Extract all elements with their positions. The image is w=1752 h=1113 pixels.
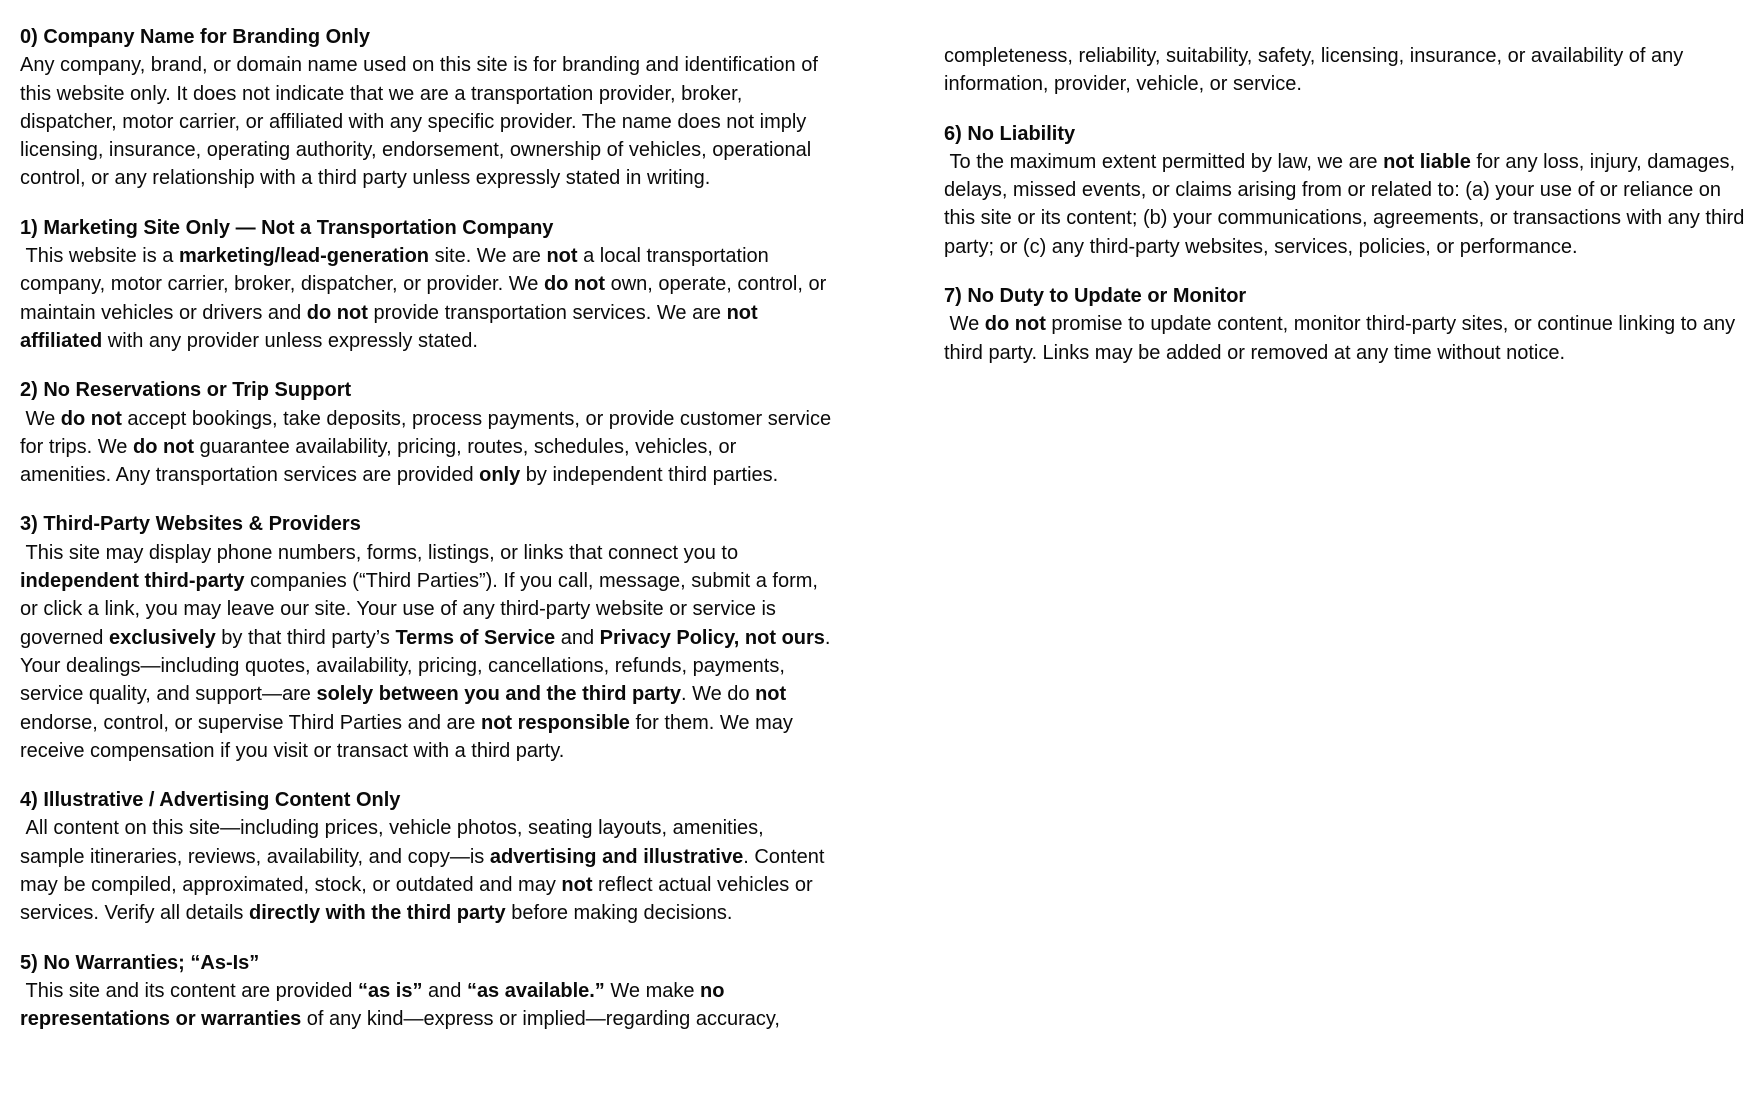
- section-heading: 6) No Liability: [944, 122, 1076, 145]
- section-6-no-liability: [944, 120, 1752, 261]
- section-heading: 1) Marketing Site Only — Not a Transportation Company: [20, 216, 554, 239]
- section-heading: 2) No Reservations or Trip Support: [20, 379, 352, 402]
- section-heading: 7) No Duty to Update or Monitor: [944, 285, 1247, 308]
- section-4-illustrative-content: [20, 786, 832, 927]
- section-3-third-party-websites: [20, 510, 832, 765]
- section-body: This site may display phone numbers, forms, listings, or links that connect you to independent third-party companies (“Third Parties”). If you call, message, submit a form, or click a link, you may leave our site. Your use of any third-party website or service is governed exclusively by that third party’s Terms of Service and Privacy Policy, not ours. Your dealings—including quotes, availability, pricing, cancellations, refunds, payments, service quality, and support—are solely between you and the third party. We do not endorse, control, or supervise Third Parties and are not responsible for them. We may receive compensation if you visit or transact with a third party.: [20, 541, 831, 762]
- column-left: [20, 23, 832, 1055]
- section-body: We do not promise to update content, monitor third-party sites, or continue linking to any third party. Links may be added or removed at any time without notice.: [944, 313, 1736, 364]
- section-heading: 5) No Warranties; “As-Is”: [20, 951, 260, 974]
- section-5-no-warranties-continued: [944, 42, 1752, 99]
- section-7-no-duty-to-update: [944, 282, 1752, 367]
- section-0-company-name: [20, 23, 832, 193]
- section-body: All content on this site—including prices, vehicle photos, seating layouts, amenities, sample itineraries, reviews, availability, and copy—is advertising and illustrative. Content may be compiled, approximated, stock, or outdated and may not reflect actual vehicles or services. Verify all details directly with the third party before making decisions.: [20, 817, 825, 925]
- section-body: To the maximum extent permitted by law, we are not liable for any loss, injury, damages, delays, missed events, or claims arising from or related to: (a) your use of or reliance on this site or its content; (b) your communications, agreements, or transactions with any third party; or (c) any third-party websites, services, policies, or performance.: [944, 150, 1745, 258]
- section-body: We do not accept bookings, take deposits, process payments, or provide customer service for trips. We do not guarantee availability, pricing, routes, schedules, vehicles, or amenities. Any transportation services are provided only by independent third parties.: [20, 407, 832, 487]
- section-5-no-warranties: [20, 949, 832, 1034]
- column-right: [944, 23, 1752, 388]
- section-body: completeness, reliability, suitability, safety, licensing, insurance, or availability of any information, provider, vehicle, or service.: [944, 45, 1684, 96]
- section-body: Any company, brand, or domain name used on this site is for branding and identification of this website only. It does not indicate that we are a transportation provider, broker, dispatcher, motor carrier, or affiliated with any specific provider. The name does not imply licensing, insurance, operating authority, endorsement, ownership of vehicles, operational control, or any relationship with a third party unless expressly stated in writing.: [20, 54, 818, 190]
- section-heading: 4) Illustrative / Advertising Content Only: [20, 789, 401, 812]
- section-body: This site and its content are provided “as is” and “as available.” We make no representations or warranties of any kind—express or implied—regarding accuracy,: [20, 979, 780, 1031]
- section-heading: 3) Third-Party Websites & Providers: [20, 513, 361, 536]
- section-2-no-reservations: [20, 376, 832, 489]
- section-1-marketing-site-only: [20, 214, 832, 355]
- section-body: This website is a marketing/lead-generation site. We are not a local transportation company, motor carrier, broker, dispatcher, or provider. We do not own, operate, control, or maintain vehicles or drivers and do not provide transportation services. We are not affiliated with any provider unless expressly stated.: [20, 245, 827, 352]
- section-heading: 0) Company Name for Branding Only: [20, 26, 371, 48]
